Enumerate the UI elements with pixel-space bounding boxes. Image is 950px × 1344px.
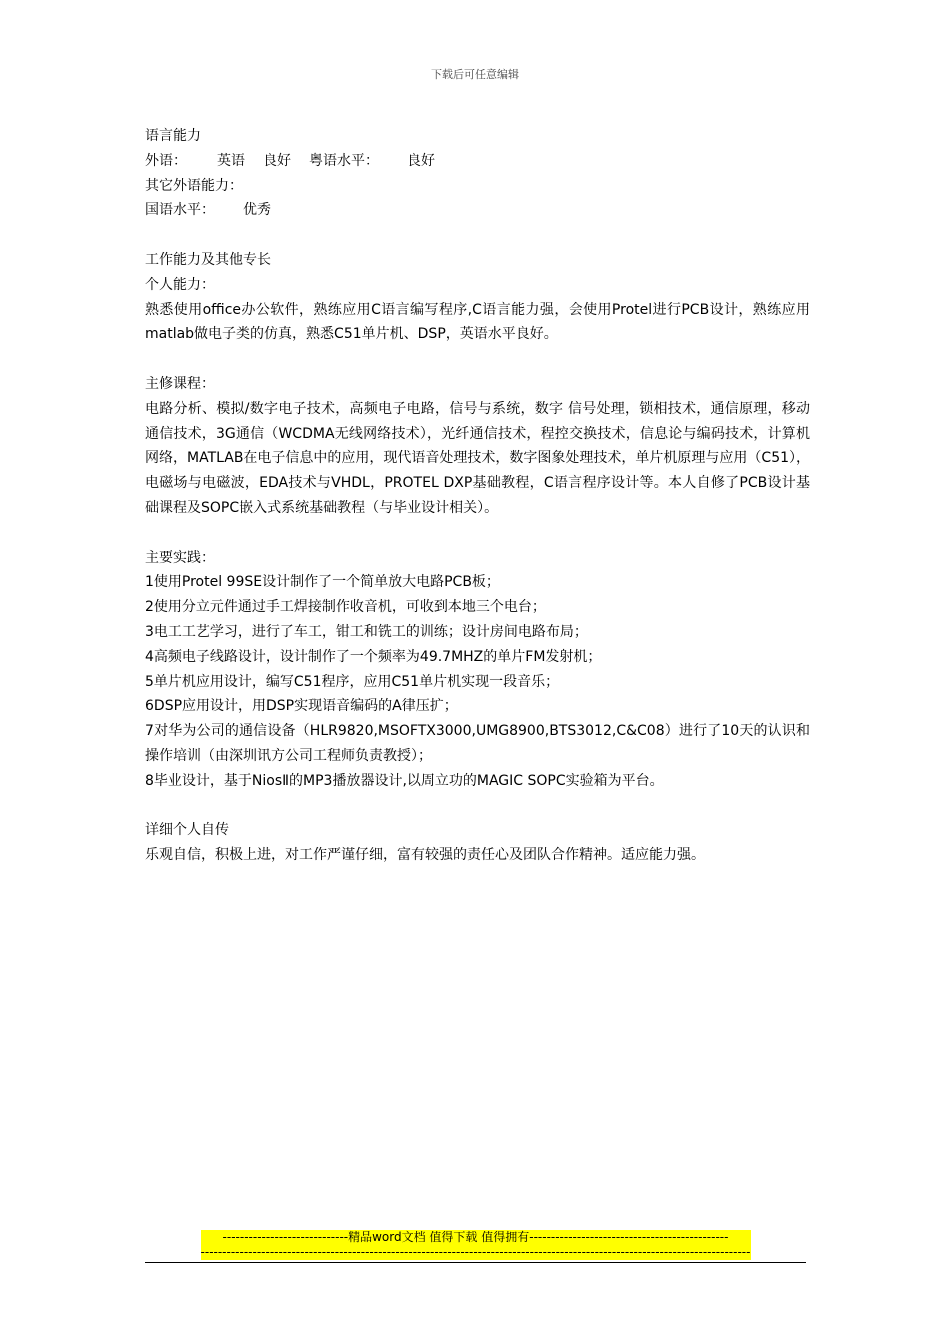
footer-rule [145, 1262, 806, 1263]
practice-item: 7对华为公司的通信设备（HLR9820,MSOFTX3000,UMG8900,BTS3012,C&C08）进行了10天的认识和操作培训（由深圳讯方公司工程师负责教授）； [145, 723, 810, 764]
page-footer [145, 1230, 806, 1263]
practice-heading: 主要实践： [145, 549, 215, 566]
bio-heading: 详细个人自传 [145, 822, 229, 839]
practice-item: 6DSP应用设计，用DSP实现语音编码的A律压扩； [145, 698, 458, 715]
practice-item: 3电工工艺学习，进行了车工，钳工和铣工的训练；设计房间电路布局； [145, 623, 588, 640]
mandarin-row [145, 198, 810, 223]
foreign-language-row [145, 149, 810, 174]
practice-item: 8毕业设计，基于NiosⅡ的MP3播放器设计,以周立功的MAGIC SOPC实验箱为平台。 [145, 772, 664, 789]
courses-text: 电路分析、模拟/数字电子技术，高频电子电路，信号与系统，数字 信号处理，锁相技术，通信原理，移动通信技术，3G通信（WCDMA无线网络技术），光纤通信技术，程控交换技术，信息论与编码技术，计算机网络，MATLAB在电子信息中的应用，现代语音处理技术，数字图象处理技术，单片机原理与应用（C51），电磁场与电磁波，EDA技术与VHDL，PROTEL DXP基础教程，C语言程序设计等。本人自修了PCB设计基础课程及SOPC嵌入式系统基础教程（与毕业设计相关）。 [145, 400, 811, 516]
footer-banner-line-2: ------------------------------------------------------------------------------------------------------------------------------- [200, 1245, 751, 1259]
practice-item: 4高频电子线路设计，设计制作了一个频率为49.7MHZ的单片FM发射机； [145, 648, 602, 665]
practice-item: 2使用分立元件通过手工焊接制作收音机，可收到本地三个电台； [145, 599, 546, 616]
other-language-row: 其它外语能力： [145, 177, 243, 194]
courses-heading: 主修课程： [145, 375, 215, 392]
mandarin-level: 优秀 [243, 202, 271, 219]
cantonese-label: 粤语水平： [309, 152, 379, 169]
bio-text: 乐观自信，积极上进，对工作严谨仔细，富有较强的责任心及团队合作精神。适应能力强。 [145, 847, 705, 864]
page-header-note: 下载后可任意编辑 [431, 68, 519, 81]
practice-item: 5单片机应用设计，编写C51程序，应用C51单片机实现一段音乐； [145, 673, 560, 690]
language-heading: 语言能力 [145, 128, 201, 144]
personal-ability-text: 熟悉使用office办公软件，熟练应用C语言编写程序,C语言能力强，会使用Protel进行PCB设计，熟练应用matlab做电子类的仿真，熟悉C51单片机、DSP，英语水平良好。 [145, 301, 810, 343]
foreign-label: 外语： [145, 152, 187, 169]
footer-banner-line-1: -----------------------------精品word文档 值得下载 值得拥有---------------------------------------------- [222, 1230, 729, 1244]
foreign-language: 英语 [217, 152, 245, 169]
document-body [145, 124, 810, 868]
skills-heading: 工作能力及其他专长 [145, 251, 271, 268]
foreign-level: 良好 [263, 152, 291, 169]
cantonese-level: 良好 [407, 152, 435, 169]
footer-banner [201, 1230, 751, 1260]
mandarin-label: 国语水平： [145, 202, 215, 219]
practice-item: 1使用Protel 99SE设计制作了一个简单放大电路PCB板； [145, 574, 500, 591]
personal-ability-label: 个人能力： [145, 276, 215, 293]
